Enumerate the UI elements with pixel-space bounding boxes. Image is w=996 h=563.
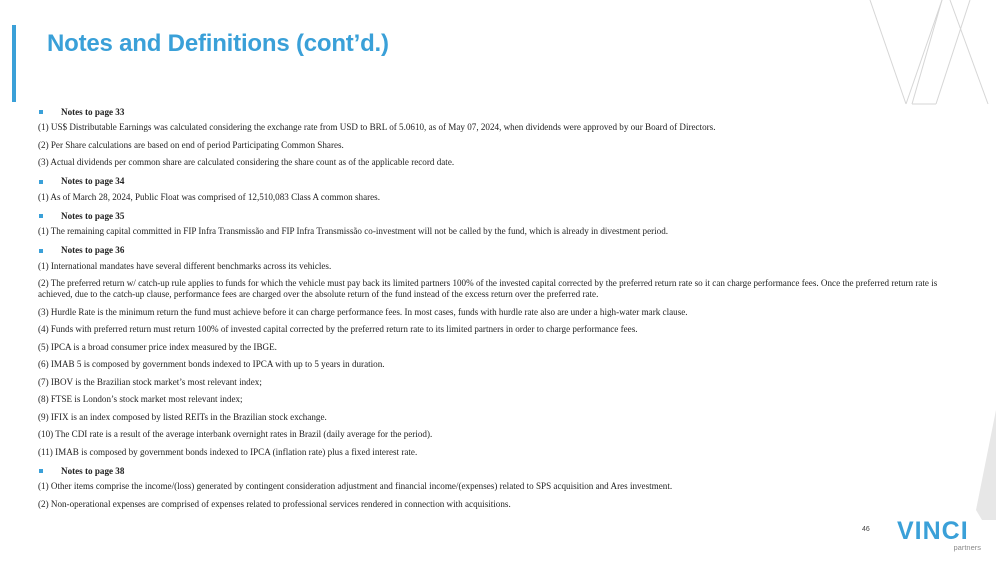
page-title: Notes and Definitions (cont’d.) [47,30,389,57]
note-text: (3) Actual dividends per common share are calculated considering the share count as of the applicable record date. [38,157,455,167]
section-heading-text: Notes to page 34 [61,176,125,186]
note-text: (5) IPCA is a broad consumer price index measured by the IBGE. [38,341,277,352]
bullet-square-icon [39,214,43,218]
section-heading-text: Notes to page 38 [61,465,125,476]
note-text: (7) IBOV is the Brazilian stock market’s most relevant index; [38,376,262,387]
note-text: (1) Other items comprise the income/(loss) generated by contingent consideration adjustment and financial income/(expenses) related to SPS acquisition and Ares investment. [38,481,673,491]
logo-subtitle: partners [953,543,981,552]
title-accent-bar [12,25,16,102]
note-text: (11) IMAB is composed by government bonds indexed to IPCA (inflation rate) plus a fixed interest rate. [38,446,418,457]
section-heading [38,105,958,119]
bullet-square-icon [39,110,43,114]
vinci-partners-logo [897,519,983,553]
page-number: 46 [862,526,870,533]
bullet-square-icon [39,469,43,473]
note-text: (3) Hurdle Rate is the minimum return the fund must achieve before it can charge performance fees. In most cases, funds with hurdle rate also are under a high-water mark clause. [38,306,688,317]
note-text: (8) FTSE is London’s stock market most relevant index; [38,394,243,404]
note-text: (9) IFIX is an index composed by listed REITs in the Brazilian stock exchange. [38,411,327,422]
notes-content [38,104,958,516]
section-heading [38,175,958,189]
note-text: (1) The remaining capital committed in FIP Infra Transmissão and FIP Infra Transmissão co-investment will not be called by the fund, which is already in divestment period. [38,226,669,236]
section-heading [38,244,958,258]
bullet-square-icon [39,249,43,253]
bullet-square-icon [39,180,43,184]
decorative-lines [866,0,996,110]
note-text: (2) Non-operational expenses are comprised of expenses related to professional services rendered in connection with acquisitions. [38,498,511,509]
decorative-corner-shape [966,410,996,520]
note-text: (6) IMAB 5 is composed by government bonds indexed to IPCA with up to 5 years in duration. [38,359,385,369]
section-heading-text: Notes to page 36 [61,245,125,255]
section-heading-text: Notes to page 33 [61,106,125,117]
note-text: (2) Per Share calculations are based on end of period Participating Common Shares. [38,139,344,150]
note-text: (2) The preferred return w/ catch-up rule applies to funds for which the vehicle must pay back its limited partners 100% of the invested capital corrected by the preferred return rate so it can charge performance fees. Once the preferred return rate is achieved, due to the catch-up clause, performance fees are charged over the absolute return of the fund instead of the excess return over the preferred rate. [38,278,938,299]
note-text: (1) US$ Distributable Earnings was calculated considering the exchange rate from USD to BRL of 5.0610, as of May 07, 2024, when dividends were approved by our Board of Directors. [38,122,716,132]
section-heading [38,209,958,223]
logo-wordmark: VINCI [897,517,969,545]
section-heading [38,464,958,478]
note-text: (1) As of March 28, 2024, Public Float was comprised of 12,510,083 Class A common shares. [38,191,380,202]
section-heading-text: Notes to page 35 [61,210,125,221]
note-text: (1) International mandates have several different benchmarks across its vehicles. [38,260,332,271]
note-text: (10) The CDI rate is a result of the average interbank overnight rates in Brazil (daily average for the period). [38,429,433,439]
note-text: (4) Funds with preferred return must return 100% of invested capital corrected by the preferred return rate to its limited partners in order to charge performance fees. [38,324,638,334]
